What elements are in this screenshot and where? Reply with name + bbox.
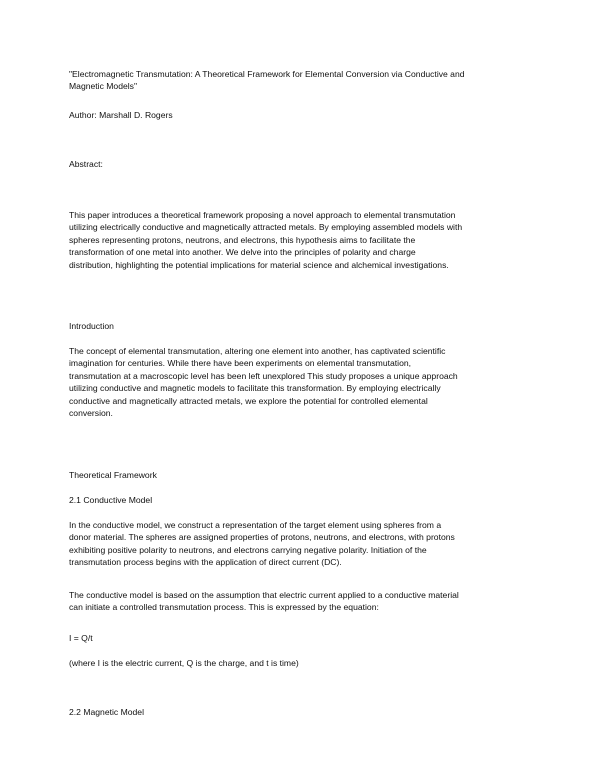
introduction-line: The concept of elemental transmutation, altering one element into another, has captivated scientific <box>69 346 446 356</box>
equation: I = Q/t <box>69 633 93 643</box>
abstract-line: utilizing electrically conductive and magnetically attracted metals. By employing assembled models with <box>69 222 463 233</box>
abstract-line: transformation of one metal into another. We delve into the principles of polarity and charge <box>69 247 416 258</box>
abstract-line: spheres representing protons, neutrons, and electrons, this hypothesis aims to facilitate the <box>69 234 416 245</box>
paper-title <box>69 68 539 93</box>
conductive-paragraph-2 <box>69 589 539 614</box>
abstract-line: This paper introduces a theoretical framework proposing a novel approach to elemental transmutation <box>69 210 456 220</box>
conductive-model-heading: 2.1 Conductive Model <box>69 495 153 505</box>
equation-note: (where I is the electric current, Q is the charge, and t is time) <box>69 658 299 668</box>
introduction-line: transmutation at a macroscopic level has been left unexplored This study proposes a unique approach <box>69 370 458 381</box>
magnetic-model-heading: 2.2 Magnetic Model <box>69 707 144 717</box>
introduction-line: conversion. <box>69 408 113 419</box>
abstract-paragraph <box>69 209 539 271</box>
introduction-line: conductive and magnetically attracted metals, we explore the potential for controlled elemental <box>69 395 428 406</box>
conductive-line: The conductive model is based on the assumption that electric current applied to a conductive material <box>69 590 459 600</box>
conductive-line: can initiate a controlled transmutation process. This is expressed by the equation: <box>69 602 379 613</box>
title-line: "Electromagnetic Transmutation: A Theoretical Framework for Elemental Conversion via Conductive and <box>69 69 465 79</box>
conductive-paragraph-1 <box>69 519 539 569</box>
introduction-line: imagination for centuries. While there have been experiments on elemental transmutation, <box>69 358 412 369</box>
conductive-line: donor material. The spheres are assigned properties of protons, neutrons, and electrons, with protons <box>69 532 455 543</box>
introduction-paragraph <box>69 345 539 419</box>
abstract-heading: Abstract: <box>69 159 103 169</box>
conductive-line: transmutation process begins with the application of direct current (DC). <box>69 557 342 568</box>
author-line: Author: Marshall D. Rogers <box>69 110 173 120</box>
introduction-heading: Introduction <box>69 321 114 331</box>
conductive-line: In the conductive model, we construct a representation of the target element using spheres from a <box>69 520 442 530</box>
conductive-line: exhibiting positive polarity to neutrons, and electrons carrying negative polarity. Initiation of the <box>69 544 427 555</box>
title-line: Magnetic Models" <box>69 81 138 92</box>
abstract-line: distribution, highlighting the potential implications for material science and alchemical investigations. <box>69 259 449 270</box>
framework-heading: Theoretical Framework <box>69 470 157 480</box>
introduction-line: utilizing conductive and magnetic models to facilitate this transformation. By employing electrically <box>69 383 441 394</box>
